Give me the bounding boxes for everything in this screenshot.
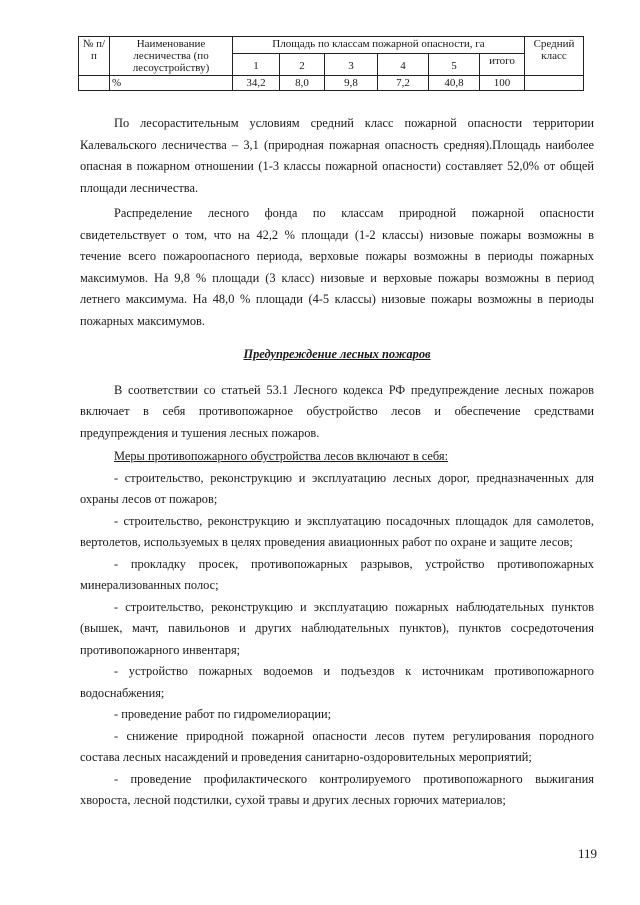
list-item: - прокладку просек, противопожарных разрывов, устройство противопожарных минерализованных полос; xyxy=(80,556,594,592)
list-item: - строительство, реконструкцию и эксплуатацию посадочных площадок для самолетов, вертолетов, используемых в целях проведения авиационных работ по охране и защите лесов; xyxy=(80,513,594,549)
col-header-class-2: 2 xyxy=(280,53,325,75)
intro-text xyxy=(80,113,594,332)
col-header-total: итого xyxy=(480,53,525,75)
paragraph-avg-class: По лесорастительным условиям средний класс пожарной опасности территории Калевальского лесничества – 3,1 (природная пожарная опасность средняя).Площадь наиболее опасная в пожарном отношении (1-3 классы пожарной опасности) составляет 52,0% от общей площади лесничества. xyxy=(80,116,594,195)
col-header-number: № п/п xyxy=(79,37,110,76)
list-item: - снижение природной пожарной опасности лесов путем регулирования породного состава лесных насаждений и проведения санитарно-оздоровительных мероприятий; xyxy=(80,728,594,764)
cell-class-2: 8,0 xyxy=(280,76,325,91)
cell-total: 100 xyxy=(480,76,525,91)
page-number: 119 xyxy=(578,846,598,861)
list-item: - проведение профилактического контролируемого противопожарного выжигания хвороста, лесной подстилки, сухой травы и других лесных горючих материалов; xyxy=(80,771,594,807)
col-header-class-1: 1 xyxy=(233,53,280,75)
prevention-section xyxy=(80,344,594,812)
cell-class-3: 9,8 xyxy=(325,76,378,91)
list-item: - проведение работ по гидромелиорации; xyxy=(114,707,332,721)
cell-class-4: 7,2 xyxy=(378,76,429,91)
cell-avg-class xyxy=(525,76,584,91)
list-item: - устройство пожарных водоемов и подъездов к источникам противопожарного водоснабжения; xyxy=(80,664,594,700)
paragraph-prevention: В соответствии со статьей 53.1 Лесного кодекса РФ предупреждение лесных пожаров включает в себя противопожарное обустройство лесов и обеспечение средствами предупреждения и тушения лесных пожаров. xyxy=(80,382,594,440)
col-header-area: Площадь по классам пожарной опасности, га xyxy=(233,37,525,54)
fire-class-table xyxy=(78,36,584,91)
paragraph-distribution: Распределение лесного фонда по классам природной пожарной опасности свидетельствует о том, что на 42,2 % площади (1-2 классы) низовые пожары возможны в течение всего пожароопасного периода, верховые пожары возможны в периоды пожарных максимумов. На 9,8 % площади (3 класс) низовые и верховые пожары возможны в период летнего максимума. На 48,0 % площади (4-5 классы) низовые пожары возможны в периоды пожарных максимумов. xyxy=(80,206,594,328)
col-header-avg-class: Средний класс xyxy=(525,37,584,76)
cell-class-1: 34,2 xyxy=(233,76,280,91)
col-header-class-4: 4 xyxy=(378,53,429,75)
cell-name: % xyxy=(110,76,233,91)
list-item: - строительство, реконструкцию и эксплуатацию пожарных наблюдательных пунктов (вышек, мачт, павильонов и других наблюдательных пунктов), пунктов сосредоточения противопожарного инвентаря; xyxy=(80,599,594,657)
section-heading: Предупреждение лесных пожаров xyxy=(243,347,431,361)
col-header-name: Наименование лесничества (по лесоустройству) xyxy=(110,37,233,76)
table-header-row xyxy=(79,37,584,54)
col-header-class-3: 3 xyxy=(325,53,378,75)
list-item: - строительство, реконструкцию и эксплуатацию лесных дорог, предназначенных для охраны лесов от пожаров; xyxy=(80,470,594,506)
table-row xyxy=(79,76,584,91)
col-header-class-5: 5 xyxy=(429,53,480,75)
cell-class-5: 40,8 xyxy=(429,76,480,91)
measures-title-text: Меры противопожарного обустройства лесов включают в себя: xyxy=(114,449,449,463)
measures-title xyxy=(80,446,594,468)
cell-number xyxy=(79,76,110,91)
